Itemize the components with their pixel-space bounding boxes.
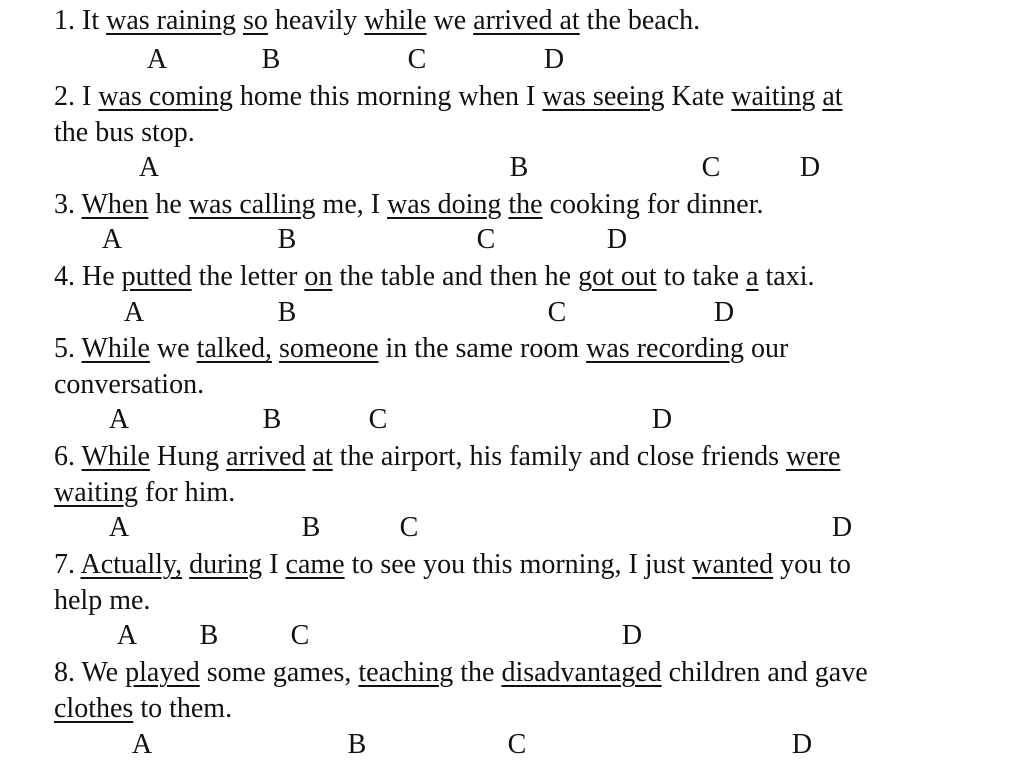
option-letter-a: A: [101, 224, 123, 255]
underlined-option: was doing: [387, 189, 502, 220]
option-letter-a: A: [131, 729, 153, 760]
underlined-option: disadvantaged: [501, 657, 662, 688]
question-7-line-2: [54, 584, 150, 618]
option-letter-c: C: [290, 620, 310, 651]
option-letter-a: A: [146, 44, 168, 75]
sentence-text: some games,: [199, 657, 359, 688]
underlined-option: got out: [578, 261, 657, 292]
underlined-option: was seeing: [542, 81, 665, 112]
sentence-text: [236, 5, 243, 36]
sentence-text: to them.: [133, 693, 233, 724]
underlined-option: arrived at: [473, 5, 580, 36]
sentence-text: we: [149, 333, 197, 364]
sentence-text: you to: [773, 549, 851, 580]
question-number: 4.: [54, 261, 75, 292]
question-number: 1.: [54, 5, 75, 36]
question-number: 6.: [54, 441, 75, 472]
option-letter-b: B: [261, 44, 281, 75]
underlined-option: was coming: [98, 81, 233, 112]
sentence-text: children and gave: [661, 657, 868, 688]
sentence-text: for him.: [138, 477, 236, 508]
option-letter-a: A: [138, 152, 160, 183]
sentence-text: cooking for dinner.: [542, 189, 764, 220]
underlined-option: While: [81, 441, 150, 472]
sentence-text: our: [743, 333, 789, 364]
question-8-line-1: [54, 656, 868, 690]
sentence-text: I: [262, 549, 286, 580]
option-letter-d: D: [799, 152, 821, 183]
sentence-text: It: [75, 5, 107, 36]
question-number: 3.: [54, 189, 75, 220]
underlined-option: clothes: [54, 693, 134, 724]
question-1-line-1: [54, 4, 700, 38]
sentence-text: help me.: [54, 585, 151, 616]
question-2-line-2: [54, 116, 195, 150]
underlined-option: was calling: [188, 189, 316, 220]
sentence-text: the beach.: [579, 5, 701, 36]
sentence-text: home this morning when I: [232, 81, 543, 112]
question-number: 5.: [54, 333, 75, 364]
sentence-text: He: [75, 261, 122, 292]
sentence-text: to see you this morning, I just: [344, 549, 693, 580]
question-6-line-1: [54, 440, 840, 474]
underlined-option: was raining: [106, 5, 236, 36]
question-4-line-1: [54, 260, 815, 294]
underlined-option: waiting: [731, 81, 816, 112]
option-letter-c: C: [507, 729, 527, 760]
underlined-option: While: [81, 333, 150, 364]
option-letter-b: B: [262, 404, 282, 435]
question-number: 2.: [54, 81, 75, 112]
underlined-option: played: [125, 657, 200, 688]
underlined-option: at: [312, 441, 333, 472]
option-letter-d: D: [621, 620, 643, 651]
underlined-option: during: [189, 549, 263, 580]
sentence-text: we: [426, 5, 474, 36]
option-letter-d: D: [831, 512, 853, 543]
option-letter-d: D: [713, 297, 735, 328]
underlined-option: When: [81, 189, 149, 220]
underlined-option: arrived: [226, 441, 306, 472]
sentence-text: I: [75, 81, 99, 112]
sentence-text: he: [148, 189, 189, 220]
option-letter-a: A: [123, 297, 145, 328]
underlined-option: while: [364, 5, 427, 36]
option-letter-b: B: [277, 297, 297, 328]
underlined-option: the: [508, 189, 543, 220]
question-6-line-2: [54, 476, 235, 510]
option-letter-a: A: [116, 620, 138, 651]
option-letter-b: B: [199, 620, 219, 651]
question-5-line-2: [54, 368, 204, 402]
option-letter-c: C: [476, 224, 496, 255]
sentence-text: Hung: [149, 441, 227, 472]
option-letter-d: D: [606, 224, 628, 255]
sentence-text: Kate: [664, 81, 732, 112]
sentence-text: the table and then he: [332, 261, 579, 292]
option-letter-b: B: [509, 152, 529, 183]
underlined-option: at: [822, 81, 843, 112]
underlined-option: so: [242, 5, 268, 36]
underlined-option: came: [285, 549, 345, 580]
question-3-line-1: [54, 188, 763, 222]
question-8-line-2: [54, 692, 232, 726]
sentence-text: taxi.: [758, 261, 815, 292]
underlined-option: talked,: [196, 333, 272, 364]
sentence-text: the: [453, 657, 502, 688]
underlined-option: were: [786, 441, 841, 472]
sentence-text: to take: [656, 261, 747, 292]
underlined-option: was recording: [586, 333, 744, 364]
sentence-text: heavily: [267, 5, 365, 36]
option-letter-c: C: [407, 44, 427, 75]
option-letter-a: A: [108, 512, 130, 543]
sentence-text: me, I: [315, 189, 388, 220]
option-letter-b: B: [277, 224, 297, 255]
underlined-option: someone: [279, 333, 379, 364]
question-number: 7.: [54, 549, 75, 580]
underlined-option: putted: [121, 261, 192, 292]
option-letter-d: D: [543, 44, 565, 75]
sentence-text: conversation.: [54, 369, 205, 400]
underlined-option: waiting: [54, 477, 138, 508]
option-letter-a: A: [108, 404, 130, 435]
underlined-option: wanted: [692, 549, 774, 580]
sentence-text: the bus stop.: [54, 117, 195, 148]
option-letter-c: C: [399, 512, 419, 543]
question-2-line-1: [54, 80, 843, 114]
underlined-option: on: [304, 261, 333, 292]
question-number: 8.: [54, 657, 75, 688]
sentence-text: We: [75, 657, 126, 688]
option-letter-b: B: [301, 512, 321, 543]
underlined-option: a: [746, 261, 759, 292]
option-letter-b: B: [347, 729, 367, 760]
option-letter-d: D: [791, 729, 813, 760]
question-5-line-1: [54, 332, 788, 366]
sentence-text: [272, 333, 279, 364]
option-letter-d: D: [651, 404, 673, 435]
option-letter-c: C: [368, 404, 388, 435]
sentence-text: the letter: [191, 261, 305, 292]
underlined-option: teaching: [358, 657, 454, 688]
underlined-option: Actually,: [80, 549, 183, 580]
sentence-text: the airport, his family and close friends: [332, 441, 786, 472]
option-letter-c: C: [547, 297, 567, 328]
option-letter-c: C: [701, 152, 721, 183]
sentence-text: in the same room: [378, 333, 587, 364]
question-7-line-1: [54, 548, 851, 582]
